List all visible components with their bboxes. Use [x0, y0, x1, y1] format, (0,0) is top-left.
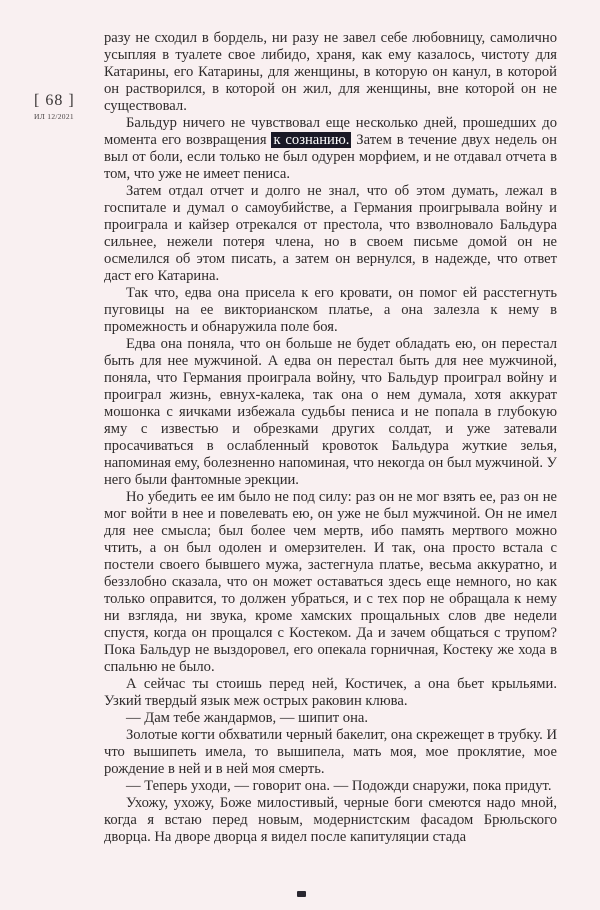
- text-segment: Затем отдал отчет и долго не знал, что об этом думать, лежал в госпитале и думал о самоубийстве, а Германия проигрывала войну и проиграла и кайзер отрекался от престола, что взволновало Бальдура сильнее, нежели потеря члена, но в своем письме домой он не осмелился об этом писать, а затем он вернулся, в надежде, что ответ даст его Катарина.: [104, 183, 557, 284]
- text-segment: А сейчас ты стоишь перед ней, Костичек, а она бьет крыльями. Узкий твердый язык меж острых раковин клюва.: [104, 676, 557, 709]
- text-segment: Едва она поняла, что он больше не будет обладать ею, он перестал быть для нее мужчиной. А едва он перестал быть для нее мужчиной, поняла, что Германия проиграла войну, что Бальдур проиграл войну и проиграл жизнь, евнух-калека, так она о нем думала, хотя аккурат мошонка с яичками избежала судьбы пениса и не попала в глубокую яму с известью и обрезками других солдат, и уже затевали просачиваться в ослабленный кровоток Бальдура жуткие зелья, напоминая ему, болезненно напоминая, что некогда он был мужчиной. У него были фантомные эрекции.: [104, 336, 557, 488]
- paragraph: [104, 285, 557, 336]
- paragraph: [104, 183, 557, 285]
- scan-artifact-mark: [297, 891, 306, 897]
- text-segment: разу не сходил в бордель, ни разу не завел себе любовницу, самолично усыпляя в туалете свое либидо, храня, как ему казалось, чистоту для Катарины, его Катарины, для женщины, в которую он канул, в которой он растворился, в которой он жил, для женщины, вне которой он не существовал.: [104, 30, 557, 114]
- paragraph: [104, 795, 557, 846]
- text-column: [104, 30, 557, 846]
- paragraph: [104, 778, 557, 795]
- text-segment: Но убедить ее им было не под силу: раз он не мог взять ее, раз он не мог войти в нее и повелевать ею, он уже не был мужчиной. Он не имел для нее смысла; был более чем мертв, ибо память мертвого можно чтить, а он был одолен и омерзителен. И так, она просто встала с постели своего бывшего мужа, застегнула платье, весьма аккуратно, и беззлобно сказала, что он может оставаться здесь еще немного, но как только оправится, то должен убраться, и с тех пор не обращала к нему ни взгляда, ни звука, кроме хамских прощальных слов две недели спустя, когда он прощался с Костеком. Да и зачем общаться с трупом? Пока Бальдур не выздоровел, его опекала горничная, Костеку же хода в спальню не было.: [104, 489, 557, 675]
- text-segment: — Теперь уходи, — говорит она. — Подожди снаружи, пока придут.: [126, 778, 552, 794]
- paragraph: [104, 30, 557, 115]
- paragraph: [104, 336, 557, 489]
- text-segment: Золотые когти обхватили черный бакелит, она скрежещет в трубку. И что вышипеть имела, то вышипела, мать моя, мое проклятие, мое рождение в ней и в ней моя смерть.: [104, 727, 557, 777]
- paragraph: [104, 727, 557, 778]
- paragraph: [104, 710, 557, 727]
- page-number-block: [34, 92, 75, 121]
- page-number: [ 68 ]: [34, 92, 75, 109]
- highlighted-text: к сознанию.: [273, 132, 350, 148]
- paragraph: [104, 115, 557, 183]
- paragraph: [104, 489, 557, 676]
- text-segment: — Дам тебе жандармов, — шипит она.: [126, 710, 369, 726]
- text-segment: Так что, едва она присела к его кровати, он помог ей расстегнуть пуговицы на ее викторианском платье, а она залезла к нему в промежность и обнаружила поле боя.: [104, 285, 557, 335]
- paragraph: [104, 676, 557, 710]
- text-segment: Бальдур ничего не чувствовал еще несколько дней, прошедших до момента его возвращения: [104, 115, 557, 148]
- edition-label: ИЛ 12/2021: [34, 112, 74, 121]
- text-segment: Затем в течение двух недель он выл от боли, если только не был одурен морфием, и не отдавал отчета в том, что уже не имеет пениса.: [104, 132, 557, 182]
- text-segment: Ухожу, ухожу, Боже милостивый, черные боги смеются надо мной, когда я встаю перед новым, модернистским фасадом Брюльского дворца. На дворе дворца я видел после капитуляции стада: [104, 795, 557, 845]
